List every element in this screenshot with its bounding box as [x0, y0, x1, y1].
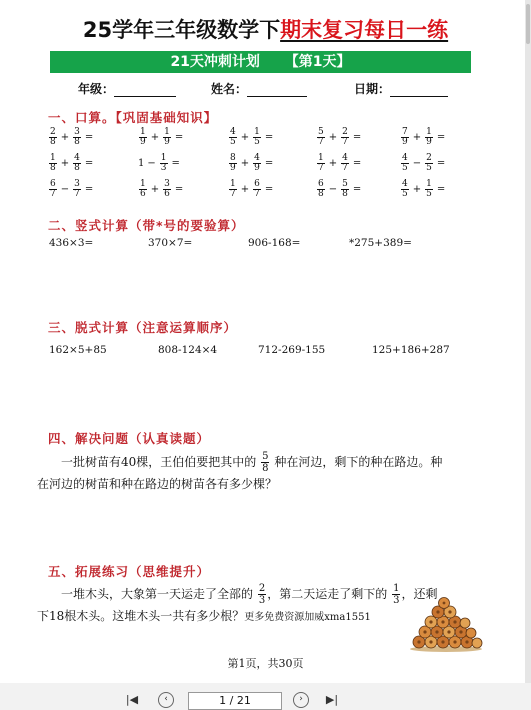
date-field [354, 80, 448, 97]
whole-number: 1 [138, 158, 145, 169]
mental-expression [228, 154, 276, 173]
equals-sign: = [84, 132, 94, 143]
fraction: $\frac{4}{9}$ [254, 153, 260, 173]
equals-sign: = [84, 158, 94, 169]
vertical-scrollbar[interactable] [525, 0, 531, 683]
date-blank[interactable] [390, 84, 448, 97]
grade-field [78, 80, 176, 97]
fraction: $\frac{4}{8}$ [74, 153, 80, 173]
section-1-heading: 一、口算。【巩固基础知识】 [48, 110, 218, 125]
problem-4-text [37, 451, 477, 494]
mental-row-3 [48, 180, 468, 200]
mental-expression [228, 180, 276, 199]
stepwise-calc-1: 162×5+85 [49, 344, 107, 356]
banner-day: 【第1天】 [284, 54, 351, 70]
operator: + [412, 184, 422, 195]
operator: + [240, 184, 250, 195]
fraction: $\frac{6}{7}$ [50, 179, 56, 199]
mental-expression [400, 128, 448, 147]
operator: + [240, 158, 250, 169]
fraction: $\frac{3}{7}$ [74, 179, 80, 199]
mental-expression [400, 180, 448, 199]
equals-sign: = [352, 184, 362, 195]
fraction: $\frac{5}{7}$ [318, 127, 324, 147]
fraction: $\frac{6}{8}$ [318, 179, 324, 199]
grade-blank[interactable] [114, 84, 176, 97]
problem-5-fraction-1: $\frac{2}{3}$ [258, 583, 266, 606]
last-page-icon[interactable]: ▶| [325, 693, 339, 706]
fraction: $\frac{3}{8}$ [74, 127, 80, 147]
mental-expression [48, 128, 96, 147]
mental-expression [48, 154, 96, 173]
fraction: $\frac{1}{9}$ [140, 127, 146, 147]
operator: − [60, 184, 70, 195]
fraction: $\frac{1}{8}$ [50, 153, 56, 173]
section-3-heading: 三、脱式计算（注意运算顺序） [48, 320, 238, 335]
fraction: $\frac{2}{7}$ [342, 127, 348, 147]
grade-label: 年级： [78, 82, 115, 96]
problem-4-part-2: 种在河边，剩下的种在路边。种 [274, 455, 443, 469]
problem-5-fraction-2: $\frac{1}{3}$ [393, 583, 400, 606]
mental-expression [138, 154, 183, 173]
problem-5-part-1: 一堆木头，大象第一天运走了全部的 [61, 587, 254, 601]
operator: − [412, 158, 422, 169]
mental-expression [138, 180, 186, 199]
fraction: $\frac{5}{8}$ [342, 179, 348, 199]
fraction: $\frac{1}{3}$ [160, 153, 167, 173]
name-blank[interactable] [247, 84, 307, 97]
equals-sign: = [264, 132, 274, 143]
vertical-calc-3: 906-168= [248, 237, 301, 249]
equals-sign: = [436, 158, 446, 169]
page-footer: 第1页，共30页 [227, 657, 304, 670]
stepwise-calc-2: 808-124×4 [158, 344, 218, 356]
problem-4-part-1: 一批树苗有40棵，王伯伯要把其中的 [61, 455, 257, 469]
mental-expression [316, 154, 364, 173]
fraction: $\frac{4}{5}$ [402, 179, 408, 199]
fraction: $\frac{4}{5}$ [402, 153, 408, 173]
page-number-input[interactable]: 1 / 21 [188, 692, 282, 710]
fraction: $\frac{1}{5}$ [254, 127, 260, 147]
stepwise-calc-3: 712-269-155 [258, 344, 326, 356]
problem-5-part-3: ，还剩 [401, 587, 438, 601]
operator: − [147, 158, 156, 169]
stepwise-calc-4: 125+186+287 [372, 344, 450, 356]
equals-sign: = [84, 184, 94, 195]
fraction: $\frac{1}{7}$ [230, 179, 236, 199]
operator: + [328, 132, 338, 143]
promo-note: 更多免费资源加威xma1551 [244, 612, 371, 623]
operator: + [150, 132, 160, 143]
problem-4-part-3: 在河边的树苗和种在路边的树苗各有多少棵？ [37, 477, 278, 491]
title-black: 25学年三年级数学下 [82, 18, 281, 42]
page-navigation-toolbar [0, 690, 531, 709]
problem-5-part-4: 下18根木头。这堆木头一共有多少根？ [37, 609, 245, 623]
name-field [211, 80, 307, 97]
fraction: $\frac{1}{9}$ [164, 127, 170, 147]
mental-expression [138, 128, 186, 147]
section-2-heading: 二、竖式计算（带*号的要验算） [48, 218, 245, 233]
problem-4-fraction: $\frac{5}{8}$ [262, 451, 269, 474]
fraction: $\frac{2}{5}$ [426, 153, 432, 173]
scrollbar-thumb[interactable] [526, 4, 530, 44]
equals-sign: = [171, 158, 180, 169]
mental-expression [400, 154, 448, 173]
first-page-icon[interactable]: |◀ [125, 693, 139, 706]
operator: + [328, 158, 338, 169]
fraction: $\frac{4}{7}$ [342, 153, 348, 173]
fraction: $\frac{2}{8}$ [50, 127, 56, 147]
fraction: $\frac{4}{5}$ [230, 127, 236, 147]
fraction: $\frac{6}{7}$ [254, 179, 260, 199]
problem-5-part-2: ，第二天运走了剩下的 [267, 587, 388, 601]
fraction: $\frac{1}{9}$ [426, 127, 432, 147]
fraction: $\frac{8}{9}$ [230, 153, 236, 173]
fraction: $\frac{3}{6}$ [164, 179, 170, 199]
mental-expression [316, 128, 364, 147]
equals-sign: = [352, 158, 362, 169]
operator: + [240, 132, 250, 143]
name-label: 姓名： [211, 82, 248, 96]
operator: + [412, 132, 422, 143]
section-5-heading: 五、拓展练习（思维提升） [48, 564, 211, 579]
equals-sign: = [264, 184, 274, 195]
vertical-calc-2: 370×7= [148, 237, 193, 249]
equals-sign: = [174, 184, 184, 195]
equals-sign: = [174, 132, 184, 143]
banner-plan: 21天冲刺计划 [170, 54, 260, 70]
operator: + [60, 158, 70, 169]
plan-banner [50, 51, 471, 73]
fraction: $\frac{1}{5}$ [426, 179, 432, 199]
equals-sign: = [436, 184, 446, 195]
mental-expression [48, 180, 96, 199]
operator: − [328, 184, 338, 195]
mental-row-1 [48, 128, 468, 148]
fraction: $\frac{1}{6}$ [140, 179, 146, 199]
mental-expression [316, 180, 364, 199]
operator: + [150, 184, 160, 195]
log-pile-image [409, 596, 483, 652]
title-red: 期末复习每日一练 [280, 18, 449, 42]
equals-sign: = [264, 158, 274, 169]
mental-expression [228, 128, 276, 147]
mental-row-2 [48, 154, 468, 174]
next-page-icon[interactable]: › [293, 692, 309, 708]
date-label: 日期： [354, 82, 391, 96]
equals-sign: = [352, 132, 362, 143]
fraction: $\frac{7}{9}$ [402, 127, 408, 147]
vertical-calc-1: 436×3= [49, 237, 94, 249]
equals-sign: = [436, 132, 446, 143]
operator: + [60, 132, 70, 143]
vertical-calc-4: *275+389= [349, 237, 412, 249]
prev-page-icon[interactable]: ‹ [158, 692, 174, 708]
fraction: $\frac{1}{7}$ [318, 153, 324, 173]
section-4-heading: 四、解决问题（认真读题） [48, 431, 211, 446]
page-title [0, 14, 531, 44]
